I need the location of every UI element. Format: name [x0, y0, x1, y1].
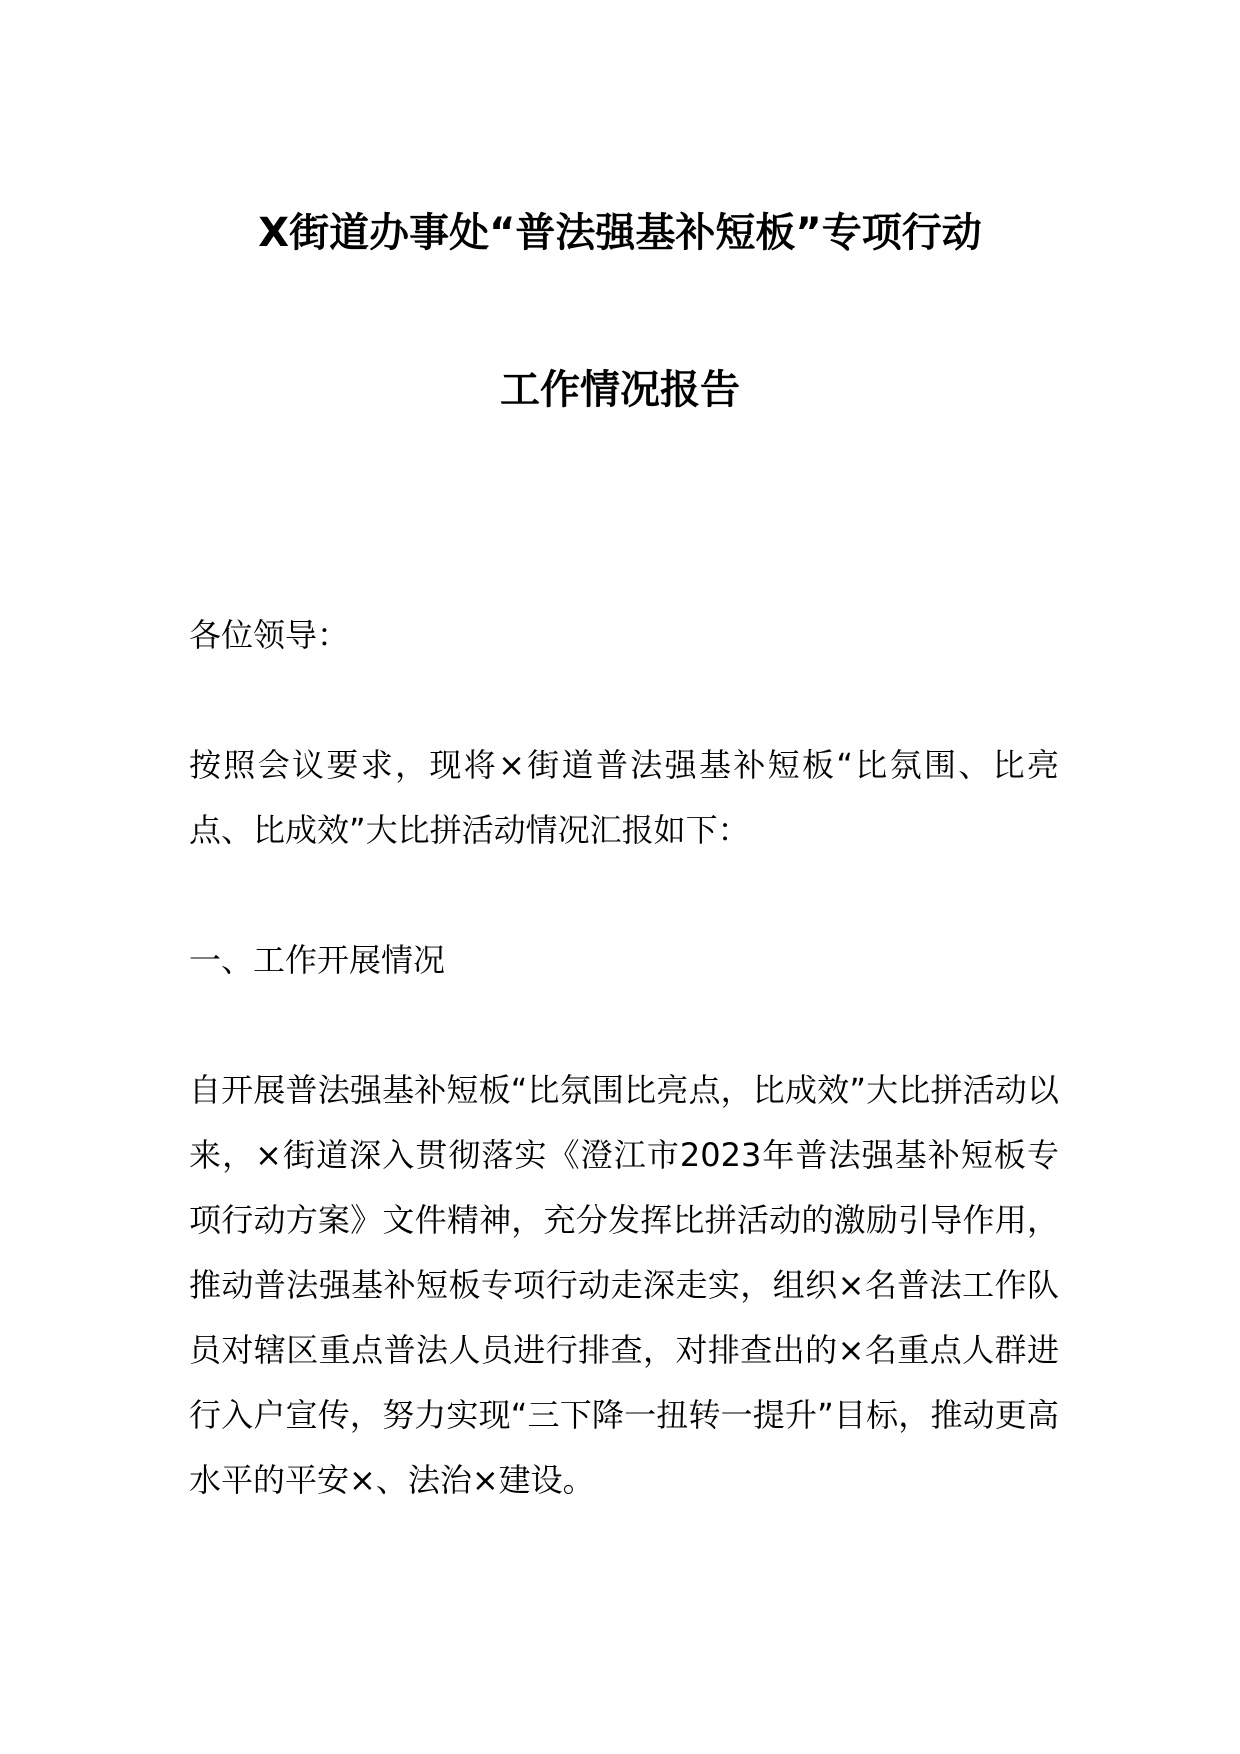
section-1-heading: 一、工作开展情况 [189, 941, 446, 979]
intro-paragraph: 按照会议要求，现将×街道普法强基补短板“比氛围、比亮点、比成效”大比拼活动情况汇报如下： [189, 746, 1059, 849]
document-title-line-2: 工作情况报告 [500, 367, 740, 413]
document-title-line-1: X街道办事处“普法强基补短板”专项行动 [258, 210, 982, 256]
section-1-paragraph: 自开展普法强基补短板“比氛围比亮点，比成效”大比拼活动以来，×街道深入贯彻落实《澄江市2023年普法强基补短板专项行动方案》文件精神，充分发挥比拼活动的激励引导作用，推动普法强基补短板专项行动走深走实，组织×名普法工作队员对辖区重点普法人员进行排查，对排查出的×名重点人群进行入户宣传，努力实现“三下降一扭转一提升”目标，推动更高水平的平安×、法治×建设。 [189, 1071, 1059, 1499]
salutation: 各位领导： [189, 616, 350, 654]
